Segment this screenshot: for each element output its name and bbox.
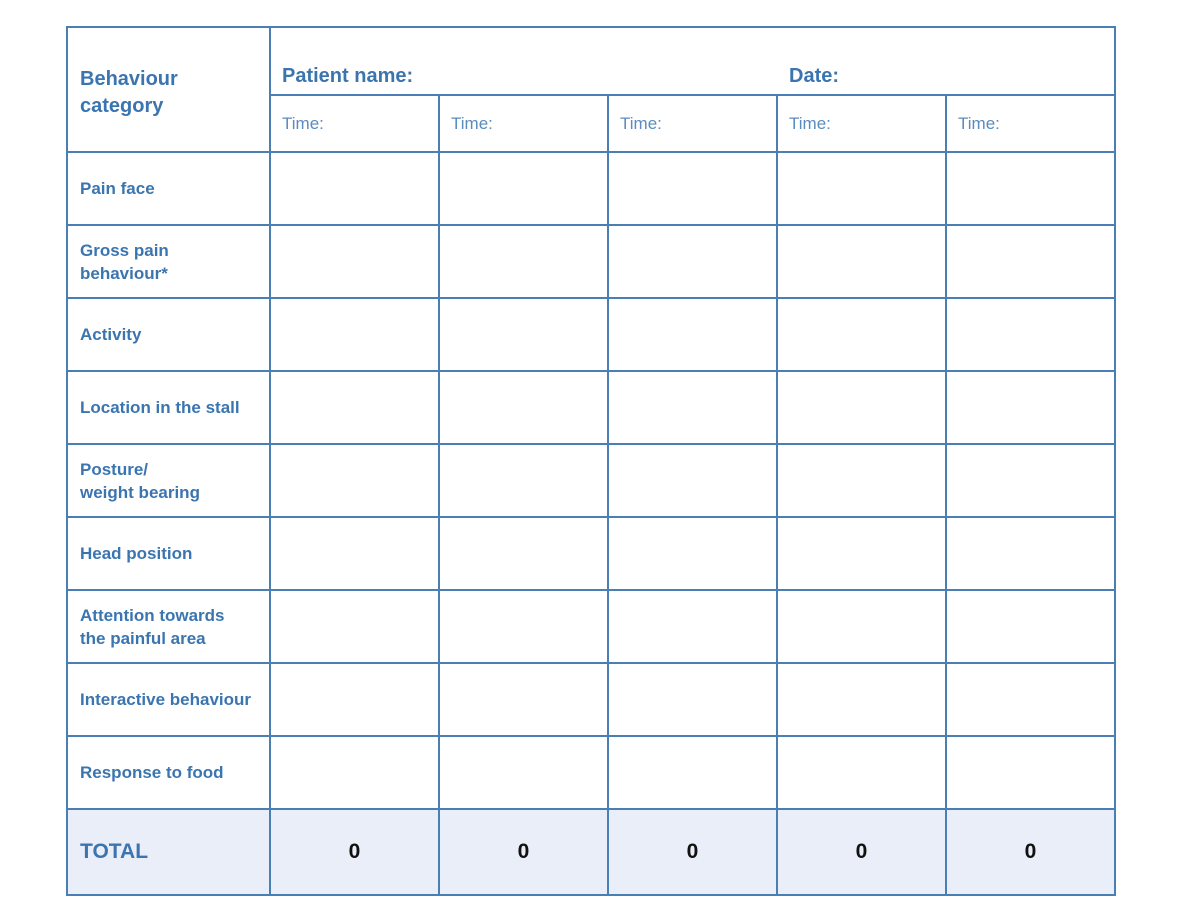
score-cell[interactable] <box>946 225 1115 298</box>
score-cell[interactable] <box>777 152 946 225</box>
score-cell[interactable] <box>777 736 946 809</box>
category-header-line1: Behaviour <box>80 68 178 90</box>
score-cell[interactable] <box>439 517 608 590</box>
row-label-line1: Response to food <box>80 763 224 782</box>
score-cell[interactable] <box>439 590 608 663</box>
score-cell[interactable] <box>439 225 608 298</box>
total-value-3: 0 <box>608 809 777 895</box>
table-row <box>67 590 1115 663</box>
total-label: TOTAL <box>67 809 270 895</box>
score-cell[interactable] <box>777 444 946 517</box>
score-cell[interactable] <box>439 371 608 444</box>
row-label-interactive-behaviour <box>67 663 270 736</box>
score-cell[interactable] <box>608 590 777 663</box>
row-label-line1: Gross pain <box>80 240 169 260</box>
row-label-activity <box>67 298 270 371</box>
patient-date-header[interactable] <box>270 27 1115 95</box>
row-label-line2: behaviour* <box>80 263 168 283</box>
table-row <box>67 225 1115 298</box>
category-header-line2: category <box>80 95 164 117</box>
score-cell[interactable] <box>608 663 777 736</box>
total-value-5: 0 <box>946 809 1115 895</box>
score-cell[interactable] <box>270 444 439 517</box>
row-label-line2: the painful area <box>80 628 206 648</box>
row-label-line2: weight bearing <box>80 482 200 502</box>
row-label-response-to-food <box>67 736 270 809</box>
score-cell[interactable] <box>608 152 777 225</box>
behaviour-category-header <box>67 27 270 152</box>
score-cell[interactable] <box>946 152 1115 225</box>
score-cell[interactable] <box>608 225 777 298</box>
score-cell[interactable] <box>608 736 777 809</box>
date-label: Date: <box>789 65 840 87</box>
score-cell[interactable] <box>946 444 1115 517</box>
score-cell[interactable] <box>946 517 1115 590</box>
time-field-2[interactable]: Time: <box>439 95 608 152</box>
row-label-line1: Location in the stall <box>80 398 240 417</box>
score-cell[interactable] <box>439 298 608 371</box>
score-cell[interactable] <box>270 225 439 298</box>
patient-name-label: Patient name: <box>282 65 414 87</box>
row-label-line1: Activity <box>80 325 142 344</box>
row-label-line1: Pain face <box>80 179 155 198</box>
row-label-pain-face <box>67 152 270 225</box>
score-cell[interactable] <box>946 663 1115 736</box>
total-row <box>67 809 1115 895</box>
score-cell[interactable] <box>777 371 946 444</box>
time-field-5[interactable]: Time: <box>946 95 1115 152</box>
score-cell[interactable] <box>270 298 439 371</box>
score-cell[interactable] <box>270 663 439 736</box>
row-label-head-position <box>67 517 270 590</box>
score-cell[interactable] <box>777 517 946 590</box>
total-value-1: 0 <box>270 809 439 895</box>
score-cell[interactable] <box>608 444 777 517</box>
row-label-line1: Posture/ <box>80 459 149 479</box>
score-cell[interactable] <box>439 736 608 809</box>
pain-assessment-form <box>66 26 1116 896</box>
score-cell[interactable] <box>777 225 946 298</box>
time-field-1[interactable]: Time: <box>270 95 439 152</box>
table-row <box>67 736 1115 809</box>
time-field-3[interactable]: Time: <box>608 95 777 152</box>
score-cell[interactable] <box>439 152 608 225</box>
score-cell[interactable] <box>270 152 439 225</box>
row-label-gross-pain-behaviour <box>67 225 270 298</box>
total-value-4: 0 <box>777 809 946 895</box>
score-cell[interactable] <box>777 590 946 663</box>
row-label-line1: Attention towards <box>80 605 225 625</box>
score-cell[interactable] <box>946 298 1115 371</box>
time-field-4[interactable]: Time: <box>777 95 946 152</box>
score-cell[interactable] <box>270 371 439 444</box>
score-cell[interactable] <box>270 736 439 809</box>
score-cell[interactable] <box>608 298 777 371</box>
score-cell[interactable] <box>439 663 608 736</box>
table-row <box>67 444 1115 517</box>
score-cell[interactable] <box>608 371 777 444</box>
score-cell[interactable] <box>946 371 1115 444</box>
row-label-line1: Interactive behaviour <box>80 690 252 709</box>
score-cell[interactable] <box>270 517 439 590</box>
table-row <box>67 371 1115 444</box>
score-cell[interactable] <box>777 298 946 371</box>
table-row <box>67 152 1115 225</box>
score-cell[interactable] <box>608 517 777 590</box>
score-cell[interactable] <box>777 663 946 736</box>
score-cell[interactable] <box>270 590 439 663</box>
table-row <box>67 517 1115 590</box>
score-cell[interactable] <box>439 444 608 517</box>
score-cell[interactable] <box>946 590 1115 663</box>
table-row <box>67 298 1115 371</box>
table-row <box>67 663 1115 736</box>
row-label-attention-painful-area <box>67 590 270 663</box>
row-label-posture <box>67 444 270 517</box>
total-value-2: 0 <box>439 809 608 895</box>
score-cell[interactable] <box>946 736 1115 809</box>
row-label-line1: Head position <box>80 544 193 563</box>
row-label-location-in-stall <box>67 371 270 444</box>
